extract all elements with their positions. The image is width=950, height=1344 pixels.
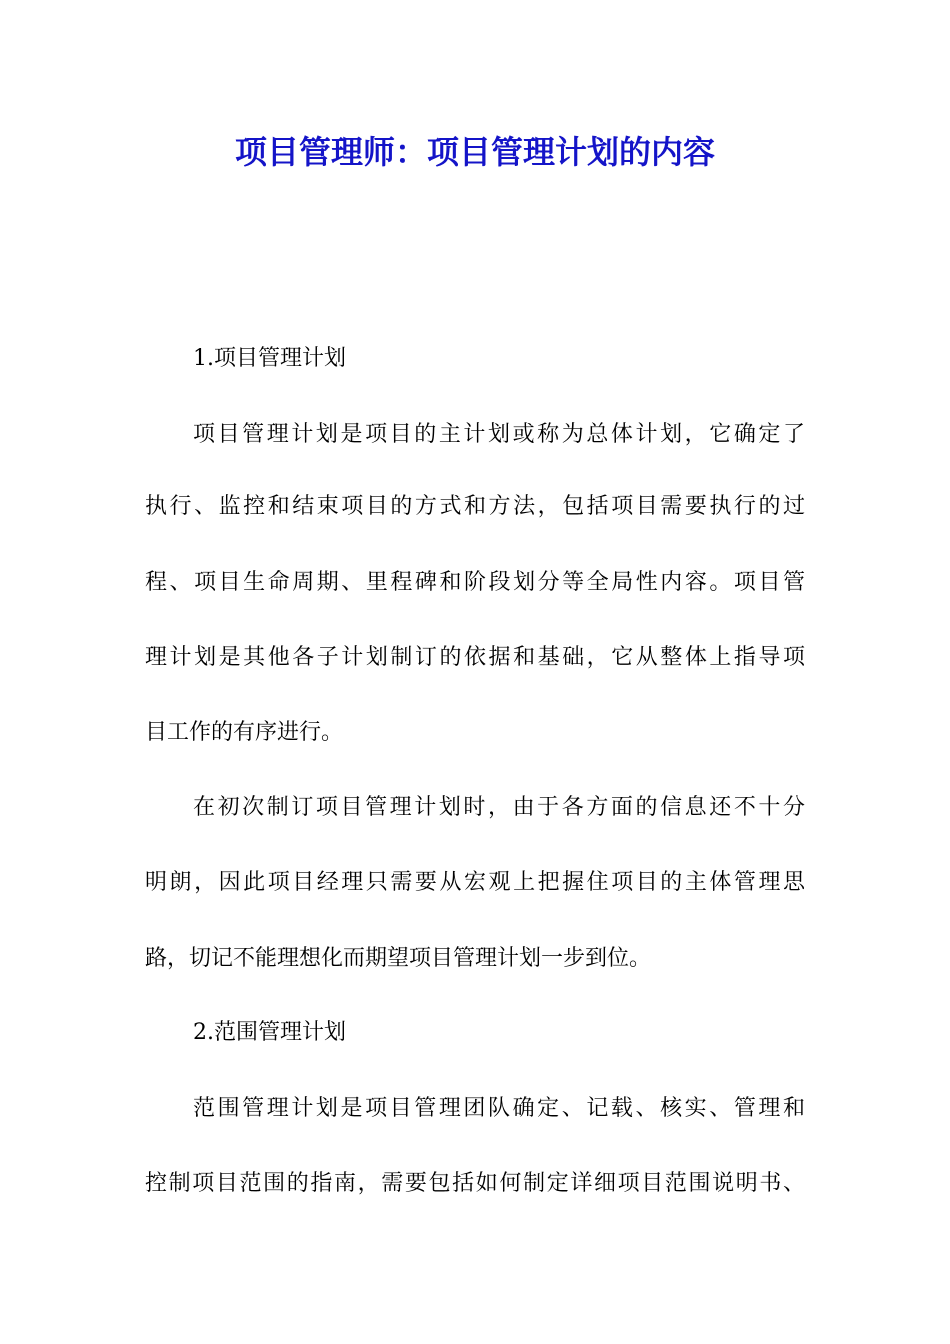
paragraph-line: 理计划是其他各子计划制订的依据和基础，它从整体上指导项: [145, 645, 805, 670]
section-heading-scope-management-plan: 2.范围管理计划: [193, 1020, 346, 1045]
paragraph-line: 目工作的有序进行。: [145, 720, 344, 745]
paragraph-line: 控制项目范围的指南，需要包括如何制定详细项目范围说明书、: [145, 1171, 805, 1196]
paragraph-line: 执行、监控和结束项目的方式和方法，包括项目需要执行的过: [145, 494, 805, 519]
paragraph-line: 在初次制订项目管理计划时，由于各方面的信息还不十分: [193, 795, 805, 820]
paragraph-line: 程、项目生命周期、里程碑和阶段划分等全局性内容。项目管: [145, 570, 805, 595]
section-heading-project-management-plan: 1.项目管理计划: [193, 346, 346, 371]
paragraph-line: 范围管理计划是项目管理团队确定、记载、核实、管理和: [193, 1096, 805, 1121]
paragraph-line: 路，切记不能理想化而期望项目管理计划一步到位。: [145, 946, 652, 971]
paragraph-line: 项目管理计划是项目的主计划或称为总体计划，它确定了: [193, 422, 805, 447]
document-title: 项目管理师：项目管理计划的内容: [234, 133, 715, 171]
paragraph-line: 明朗，因此项目经理只需要从宏观上把握住项目的主体管理思: [145, 870, 805, 895]
